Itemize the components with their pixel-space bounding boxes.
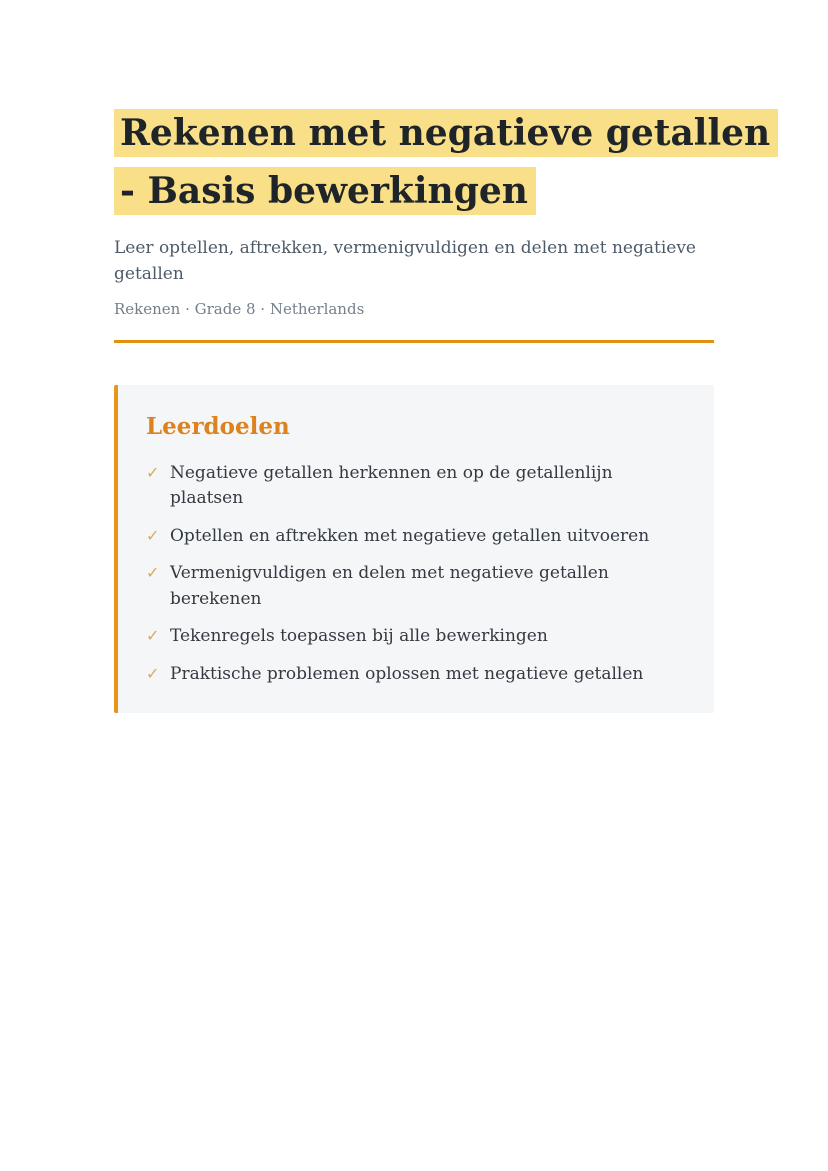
document-content xyxy=(114,0,771,713)
page-meta: Rekenen · Grade 8 · Netherlands xyxy=(114,300,365,319)
learning-goals-list xyxy=(146,461,686,688)
page-subtitle: Leer optellen, aftrekken, vermenigvuldigen en delen met negatieve getallen xyxy=(114,237,696,284)
learning-goal-item xyxy=(146,461,686,512)
learning-goal-text: Vermenigvuldigen en delen met negatieve getallen berekenen xyxy=(170,563,609,609)
learning-goals-title: Leerdoelen xyxy=(146,412,290,440)
check-icon: ✓ xyxy=(146,563,160,583)
page-title-line-1: Rekenen met negatieve getallen xyxy=(114,109,778,157)
check-icon: ✓ xyxy=(146,626,160,646)
learning-goal-item xyxy=(146,524,686,550)
learning-goal-text: Negatieve getallen herkennen en op de getallenlijn plaatsen xyxy=(170,462,613,509)
learning-goal-item xyxy=(146,624,686,650)
check-icon: ✓ xyxy=(146,525,160,545)
page-title xyxy=(114,104,771,221)
learning-goal-item xyxy=(146,561,686,612)
check-icon: ✓ xyxy=(146,462,160,482)
section-divider xyxy=(114,340,714,343)
learning-goal-text: Optellen en aftrekken met negatieve getallen uitvoeren xyxy=(170,525,650,546)
learning-goal-text: Tekenregels toepassen bij alle bewerkingen xyxy=(170,626,548,647)
learning-goal-text: Praktische problemen oplossen met negatieve getallen xyxy=(170,663,644,684)
learning-goals-card xyxy=(114,385,714,713)
check-icon: ✓ xyxy=(146,663,160,683)
learning-goal-item xyxy=(146,662,686,688)
page-title-line-2: - Basis bewerkingen xyxy=(114,167,536,215)
